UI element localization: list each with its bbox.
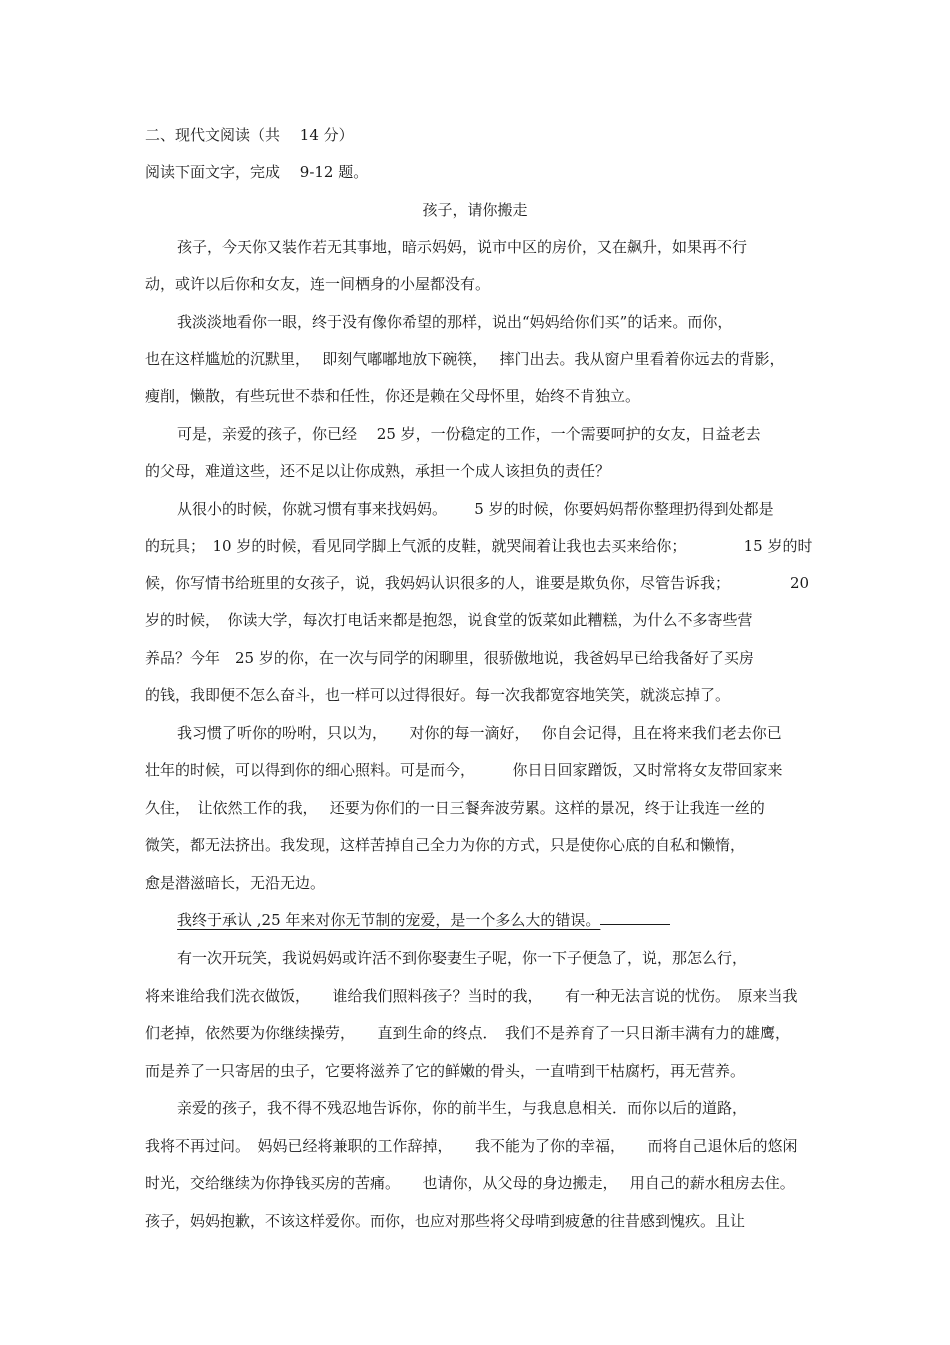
article-line: 我将不再过问。 妈妈已经将兼职的工作辞掉， 我不能为了你的幸福， 而将自己退休后的悠闲 bbox=[145, 1137, 798, 1155]
article-line: 动，或许以后你和女友，连一间栖身的小屋都没有。 bbox=[145, 275, 491, 293]
article-line: 的玩具； 10 岁的时候，看见同学脚上气派的皮鞋，就哭闹着让我也去买来给你； 15 岁的时 bbox=[145, 537, 813, 555]
article-line: 壮年的时候，可以得到你的细心照料。可是而今， 你日日回家蹭饭，又时常将女友带回家来 bbox=[145, 761, 783, 779]
article-line: 也在这样尴尬的沉默里， 即刻气嘟嘟地放下碗筷， 摔门出去。我从窗户里看着你远去的背影， bbox=[145, 350, 785, 368]
article-line: 岁的时候， 你读大学，每次打电话来都是抱怨，说食堂的饭菜如此糟糕，为什么不多寄些营 bbox=[145, 611, 753, 629]
underline-tail bbox=[600, 910, 670, 925]
article-line: 可是，亲爱的孩子，你已经 25 岁，一份稳定的工作，一个需要呵护的女友，日益老去 bbox=[177, 425, 761, 443]
article-title: 孩子，请你搬走 bbox=[422, 201, 528, 219]
underlined-sentence bbox=[177, 910, 670, 930]
article-line: 的父母，难道这些，还不足以让你成熟，承担一个成人该担负的责任？ bbox=[145, 462, 611, 480]
article-line: 瘦削，懒散，有些玩世不恭和任性，你还是赖在父母怀里，始终不肯独立。 bbox=[145, 387, 641, 405]
article-line: 久住， 让依然工作的我， 还要为你们的一日三餐奔波劳累。这样的景况，终于让我连一丝的 bbox=[145, 799, 765, 817]
article-line: 愈是潜滋暗长，无沿无边。 bbox=[145, 874, 326, 892]
article-line: 从很小的时候，你就习惯有事来找妈妈。 5 岁的时候，你要妈妈帮你整理扔得到处都是 bbox=[177, 500, 774, 518]
article-line-number: 20 bbox=[790, 574, 810, 592]
article-line: 时光，交给继续为你挣钱买房的苦痛。 也请你，从父母的身边搬走， 用自己的薪水租房去住。 bbox=[145, 1174, 795, 1192]
article-line: 候，你写情书给班里的女孩子，说，我妈妈认识很多的人，谁要是欺负你，尽管告诉我； bbox=[145, 574, 731, 592]
article-line: 孩子，妈妈抱歉，不该这样爱你。而你，也应对那些将父母啃到疲惫的往昔感到愧疚。且让 bbox=[145, 1212, 746, 1230]
article-line: 有一次开玩笑，我说妈妈或许活不到你娶妻生子呢，你一下子便急了，说，那怎么行， bbox=[177, 949, 748, 967]
article-line: 孩子，今天你又装作若无其事地，暗示妈妈，说市中区的房价，又在飙升，如果再不行 bbox=[177, 238, 748, 256]
article-line: 养品？今年 25 岁的你，在一次与同学的闲聊里，很骄傲地说，我爸妈早已给我备好了买房 bbox=[145, 649, 754, 667]
article-line: 微笑，都无法挤出。我发现，这样苦掉自己全力为你的方式，只是使你心底的自私和懒惰， bbox=[145, 836, 746, 854]
article-line: 们老掉，依然要为你继续操劳， 直到生命的终点． 我们不是养育了一只日渐丰满有力的雄鹰， bbox=[145, 1024, 791, 1042]
article-line: 我淡淡地看你一眼，终于没有像你希望的那样，说出“妈妈给你们买”的话来。而你， bbox=[177, 313, 733, 331]
underlined-text: 我终于承认 ,25 年来对你无节制的宠爱，是一个多么大的错误。 bbox=[177, 911, 601, 929]
reading-instruction: 阅读下面文字，完成 9-12 题。 bbox=[145, 163, 369, 181]
article-line: 将来谁给我们洗衣做饭， 谁给我们照料孩子？当时的我， 有一种无法言说的忧伤。 原来当我 bbox=[145, 987, 798, 1005]
article-line: 的钱，我即便不怎么奋斗，也一样可以过得很好。每一次我都宽容地笑笑，就淡忘掉了。 bbox=[145, 686, 731, 704]
article-line: 而是养了一只寄居的虫子，它要将滋养了它的鲜嫩的骨头，一直啃到干枯腐朽，再无营养。 bbox=[145, 1062, 746, 1080]
article-line: 我习惯了听你的吩咐，只以为， 对你的每一滴好， 你自会记得，且在将来我们老去你已 bbox=[177, 724, 782, 742]
section-heading: 二、现代文阅读（共 14 分） bbox=[145, 126, 354, 144]
article-line: 亲爱的孩子，我不得不残忍地告诉你，你的前半生，与我息息相关．而你以后的道路， bbox=[177, 1099, 748, 1117]
